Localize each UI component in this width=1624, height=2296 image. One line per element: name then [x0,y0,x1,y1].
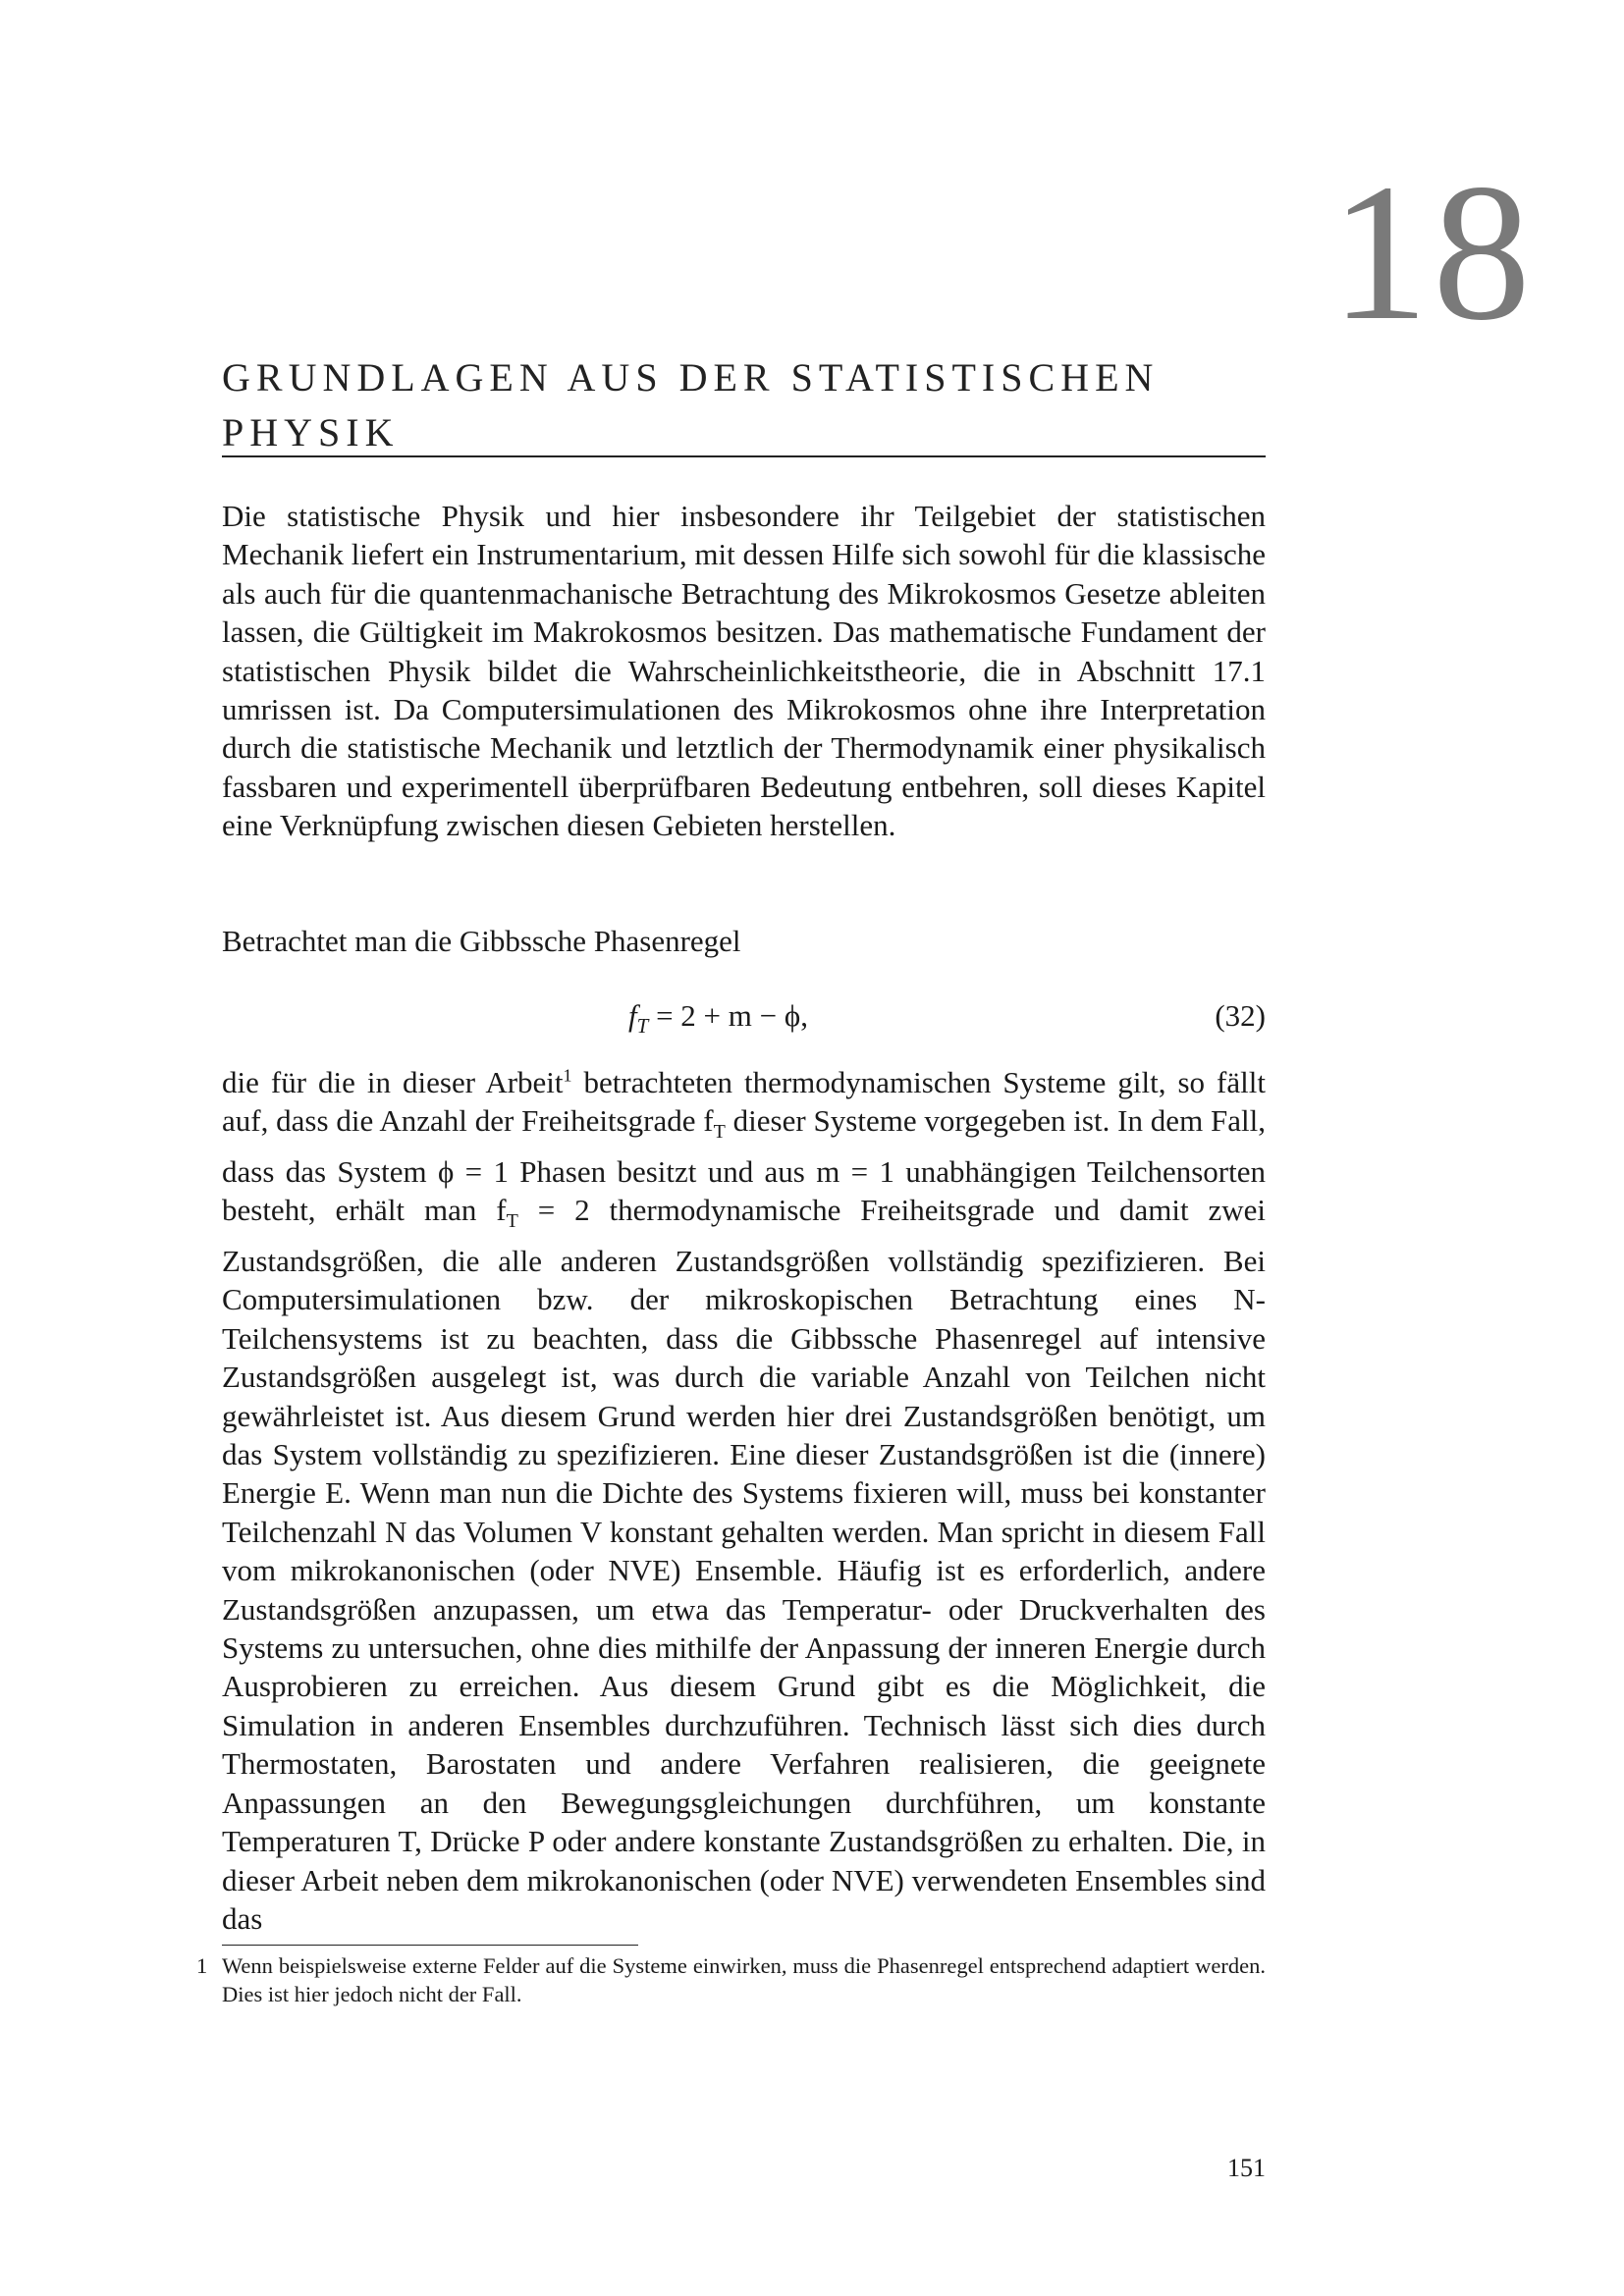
para3-part4: = 2 thermodynamische Freiheitsgrade und damit zwei Zustandsgrößen, die alle anderen Zustandsgrößen vollständig spezifizieren. Bei Computersimulationen bzw. der mikroskopischen Betrachtung eines N-Teilchensystems ist zu beachten, dass die Gibbssche Phasenregel auf intensive Zustandsgrößen ausgelegt ist, was durch die variable Anzahl von Teilchen nicht gewährleistet ist. Aus diesem Grund werden hier drei Zustandsgrößen benötigt, um das System vollständig zu spezifizieren. Eine dieser Zustandsgrößen ist die (innere) Energie E. Wenn man nun die Dichte des Systems fixieren will, muss bei konstanter Teilchenzahl N das Volumen V konstant gehalten werden. Man spricht in diesem Fall vom mikrokanonischen (oder NVE) Ensemble. Häufig ist es erforderlich, andere Zustandsgrößen anzupassen, um etwa das Temperatur- oder Druckverhalten des Systems zu untersuchen, ohne dies mithilfe der Anpassung der inneren Energie durch Ausprobieren zu erreichen. Aus diesem Grund gibt es die Möglichkeit, die Simulation in anderen Ensembles durchzuführen. Technisch lässt sich dies durch Thermostaten, Barostaten und andere Verfahren realisieren, die geeignete Anpassungen an den Bewegungsgleichungen durchführen, um konstante Temperaturen T, Drücke P oder andere konstante Zustandsgrößen zu erhalten. Die, in dieser Arbeit neben dem mikrokanonischen (oder NVE) verwendeten Ensembles sind das [222,1193,1266,1936]
equation-rhs: = 2 + m − ϕ, [648,998,808,1033]
footnote [196,1951,1266,2008]
equation-body [628,998,808,1039]
footnote-text: Wenn beispielsweise externe Felder auf die Systeme einwirken, muss die Phasenregel entsprechend adaptiert werden. Dies ist hier jedoch nicht der Fall. [222,1953,1266,2006]
chapter-number: 18 [1330,144,1535,361]
equation-32 [222,998,1266,1038]
footnote-reference[interactable]: 1 [563,1065,572,1086]
equation-lhs: f [628,998,637,1033]
equation-lhs-subscript: T [636,1014,649,1039]
intro-paragraph: Die statistische Physik und hier insbesondere ihr Teilgebiet der statistischen Mechanik liefert ein Instrumentarium, mit dessen Hilfe sich sowohl für die klassische als auch für die quantenmachanische Betrachtung des Mikrokosmos Gesetze ableiten lassen, die Gültigkeit im Makrokosmos besitzen. Das mathematische Fundament der statistischen Physik bildet die Wahrscheinlichkeitstheorie, die in Abschnitt 17.1 umrissen ist. Da Computersimulationen des Mikrokosmos ohne ihre Interpretation durch die statistische Mechanik und letztlich der Thermodynamik einer physikalisch fassbaren und experimentell überprüfbaren Bedeutung entbehren, soll dieses Kapitel eine Verknüpfung zwischen diesen Gebieten herstellen. [222,499,1266,843]
footnote-mark: 1 [196,1953,208,1978]
para3-part3: dieser Systeme vorgegeben ist. In dem Fall, dass das System ϕ = 1 Phasen besitzt und aus m = 1 unabhängigen Teilchensorten besteht, erhält man f [222,1103,1266,1228]
para3-subscript-2: T [506,1210,518,1233]
para3-part2: betrachteten thermodynamischen Systeme gilt, so fällt auf, dass die Anzahl der Freiheitsgrade f [222,1065,1266,1139]
para3-part1: die für die in dieser Arbeit [222,1065,564,1099]
title-rule [222,455,1266,457]
chapter-title: GRUNDLAGEN AUS DER STATISTISCHEN PHYSIK [222,354,1160,454]
para3-subscript-1: T [713,1121,726,1144]
main-paragraph [222,1063,1266,1938]
equation-number: (32) [1215,998,1266,1033]
phase-rule-lead-in: Betrachtet man die Gibbssche Phasenregel [222,924,741,958]
footnote-rule [222,1945,638,1946]
page-number: 151 [1227,2154,1266,2182]
